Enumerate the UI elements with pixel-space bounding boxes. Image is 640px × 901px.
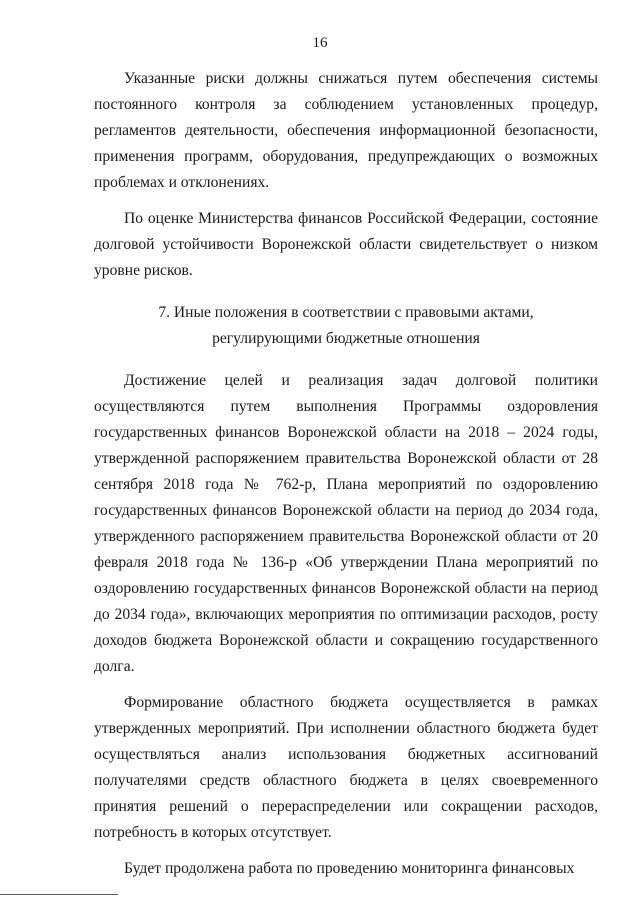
page-number: 16 <box>312 35 328 51</box>
paragraph-debt-policy-goals: Достижение целей и реализация задач долговой политики осуществляются путем выполнения Программы оздоровления государственных финансов Воронежской области на 2018 – 2024 годы, утвержденной распоряжением правительства Воронежской области от 28 сентября 2018 года № 762-р, Плана мероприятий по оздоровлению государственных финансов Воронежской области на период до 2034 года, утвержденного распоряжением правительства Воронежской области от 20 февраля 2018 года № 136-р «Об утверждении Плана мероприятий по оздоровлению государственных финансов Воронежской области на период до 2034 года», включающих мероприятия по оптимизации расходов, росту доходов бюджета Воронежской области и сокращению государственного долга. <box>94 372 598 675</box>
paragraph-budget-formation: Формирование областного бюджета осуществляется в рамках утвержденных мероприятий. При исполнении областного бюджета будет осуществляться анализ использования бюджетных ассигнований получателями средств областного бюджета в целях своевременного принятия решений о перераспределении или сокращении расходов, потребность в которых отсутствует. <box>94 694 598 841</box>
document-body <box>94 66 598 882</box>
footnote-divider <box>0 894 118 895</box>
paragraph-monitoring-continued: Будет продолжена работа по проведению мониторинга финансовых <box>124 860 575 877</box>
paragraph-risks-mitigation: Указанные риски должны снижаться путем обеспечения системы постоянного контроля за соблюдением установленных процедур, регламентов деятельности, обеспечения информационной безопасности, применения программ, оборудования, предупреждающих о возможных проблемах и отклонениях. <box>94 70 598 191</box>
section-heading <box>94 300 598 352</box>
section-heading-line-1: 7. Иные положения в соответствии с правовыми актами, <box>158 304 534 321</box>
paragraph-ministry-assessment: По оценке Министерства финансов Российской Федерации, состояние долговой устойчивости Воронежской области свидетельствует о низком уровне рисков. <box>94 210 598 279</box>
section-heading-line-2: регулирующими бюджетные отношения <box>212 330 480 347</box>
